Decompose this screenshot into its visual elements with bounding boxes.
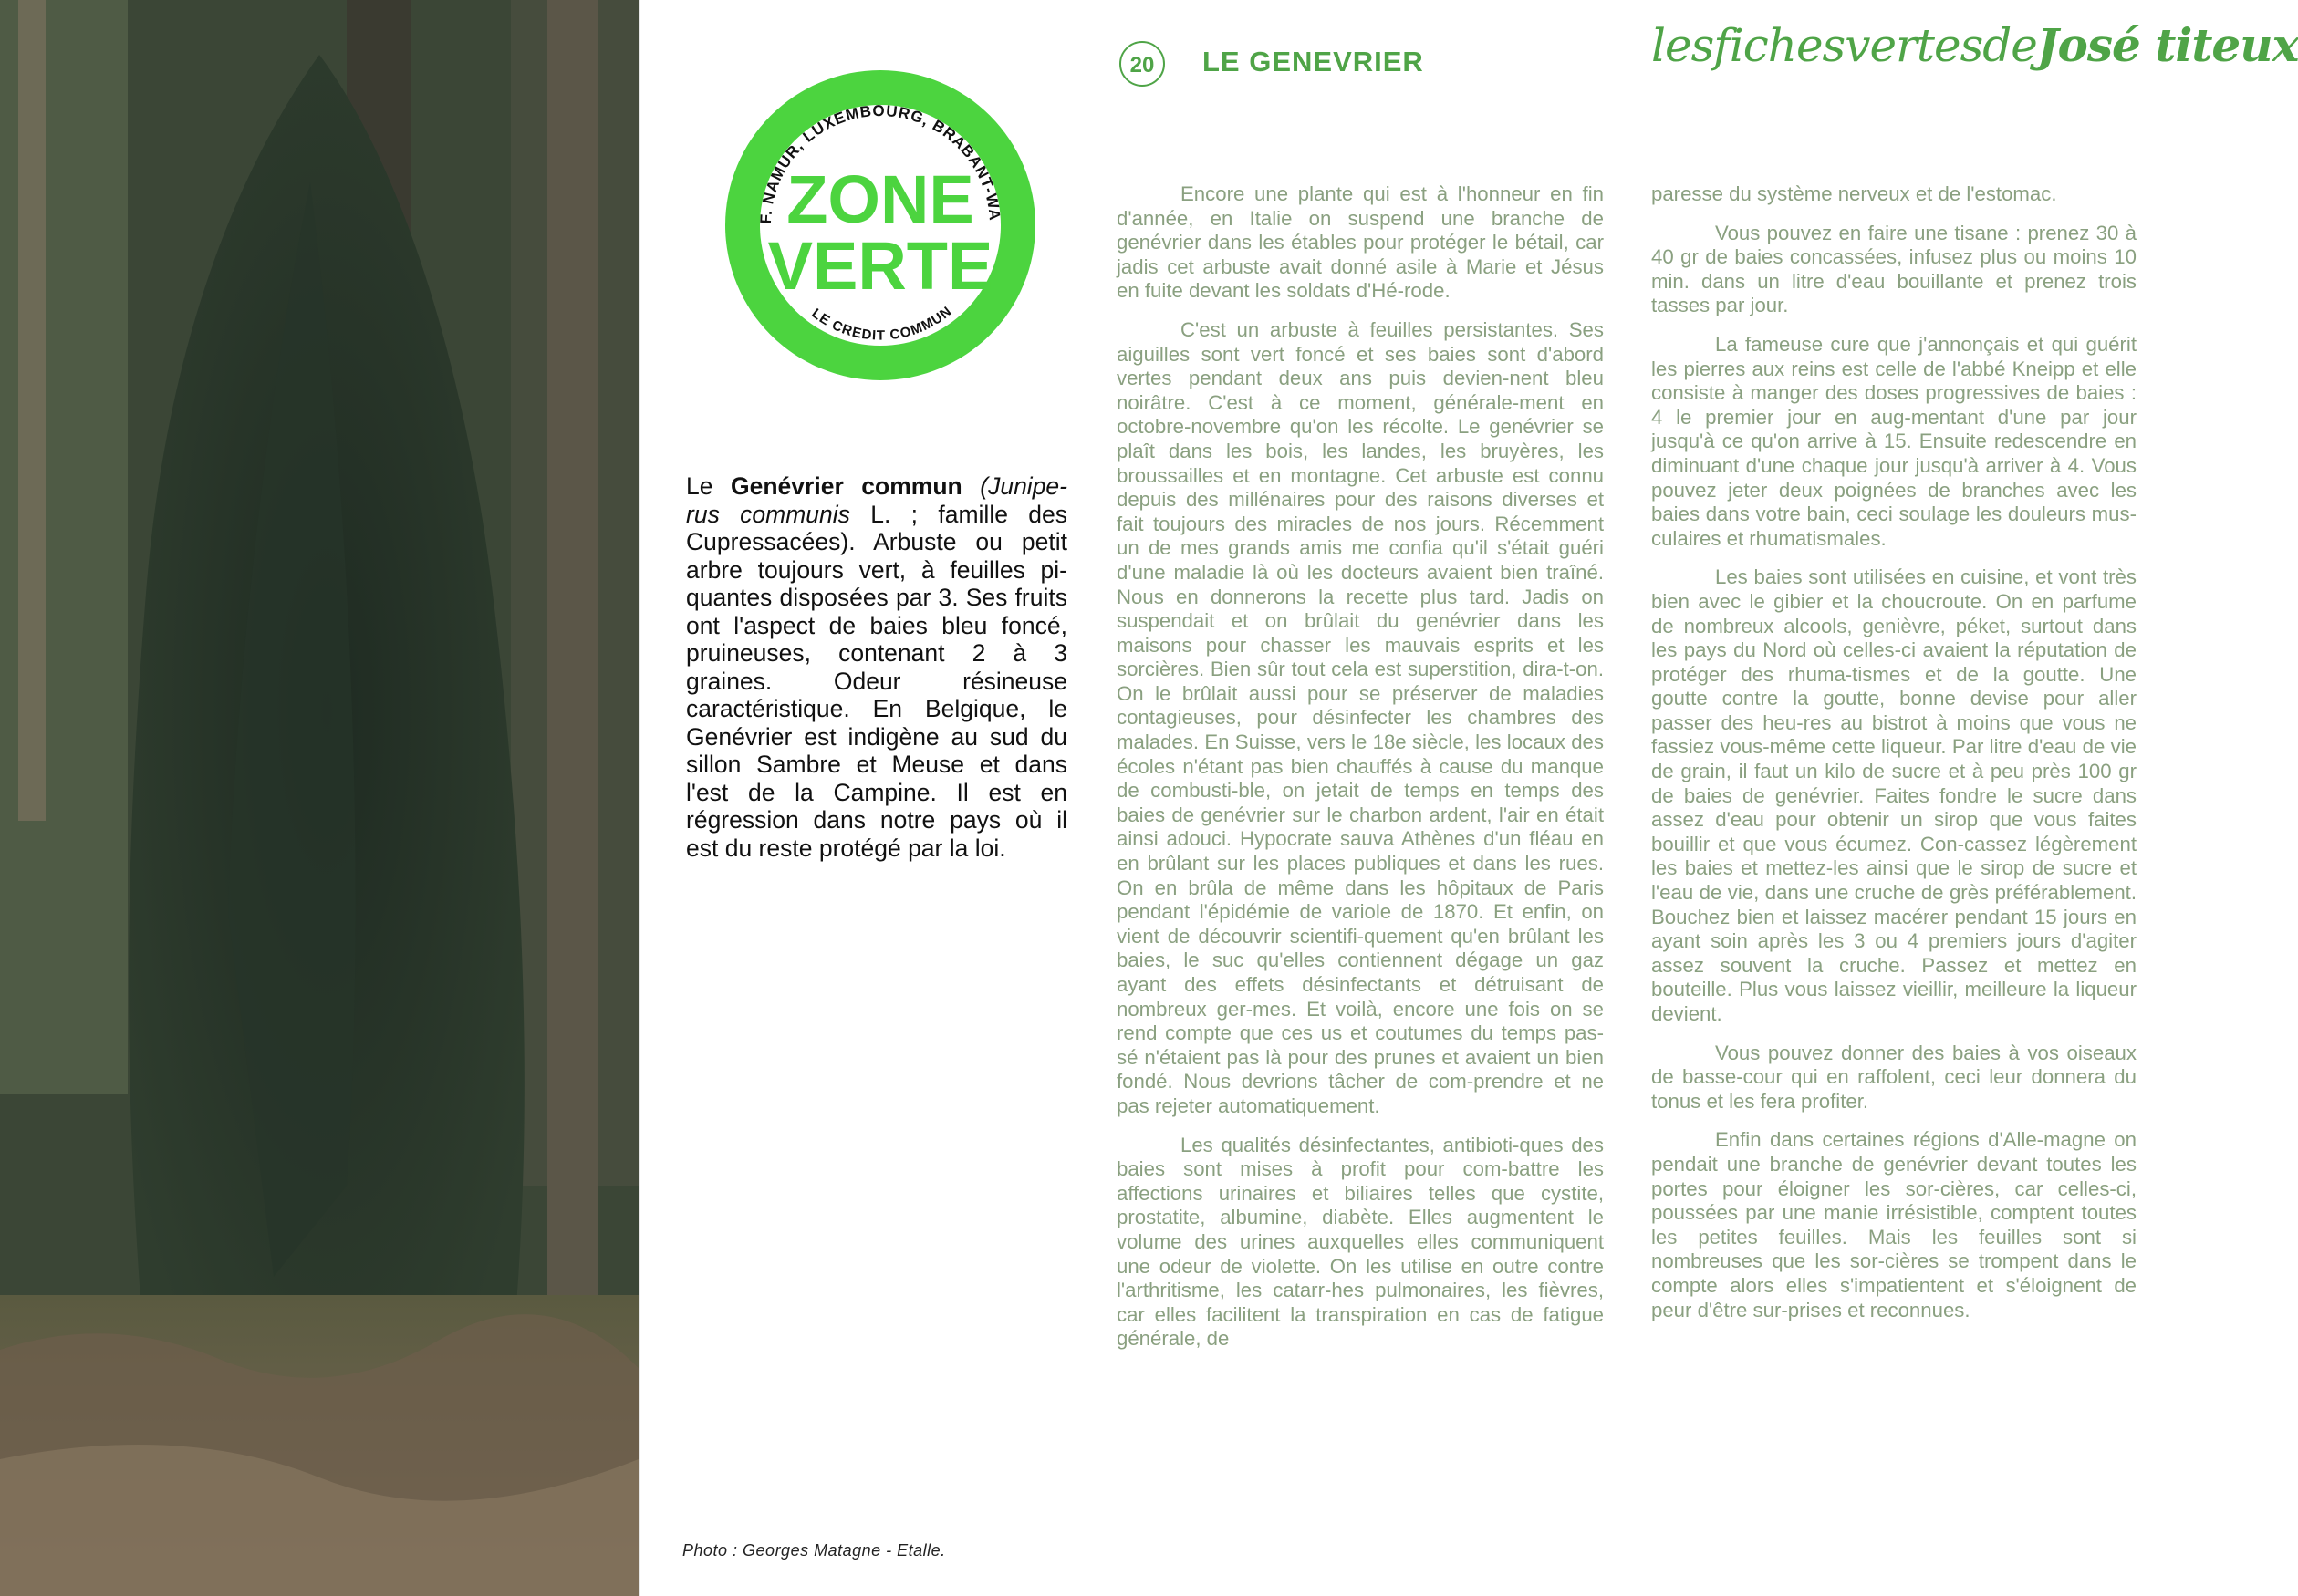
article-column-2 <box>1651 182 2137 1337</box>
juniper-photo <box>0 0 639 1596</box>
badge-line-1: ZONE <box>786 161 974 237</box>
paragraph: C'est un arbuste à feuilles persistantes. Ses aiguilles sont vert foncé et ses baies sont d'abord vertes pendant deux ans puis devien-nent bleu noirâtre. C'est à ce moment, générale-ment en octobre-novembre qu'on les récolte. Le genévrier se plaît dans les bois, les landes, les bruyères, les broussailles et en montagne. Cet arbuste est connu depuis des millénaires pour des raisons diverses et fait toujours des miracles de nos jours. Récemment un de mes grands amis me confia qu'il s'était guéri d'une maladie là où les docteurs avaient bien traîné. Nous en donnerons la recette plus tard. Jadis on suspendait et on brûlait du genévrier dans les maisons pour chasser les mauvais esprits et les sorcières. Bien sûr tout cela est superstition, dira-t-on. On le brûlait aussi pour se préserver de maladies contagieuses, pour désinfecter les chambres des malades. En Suisse, vers le 18e siècle, les locaux des écoles n'étant pas bien chauffés à cause du manque de combusti-ble, on jetait de temps en temps des baies de genévrier sur le charbon ardent, l'air en était ainsi adouci. Hypocrate sauva Athènes d'un fléau en en brûlant sur les places publiques et dans les rues. On en brûla de même dans les hôpitaux de Paris pendant l'épidémie de variole de 1870. Et enfin, on vient de découvrir scientifi-quement qu'en brûlant les baies, le suc qu'elles contiennent dégage un gaz ayant des effets désinfectants et détruisant de nombreux ger-mes. Et voilà, encore une fois on se rend compte que ces us et coutumes du temps pas-sé n'étaient pas là pour des prunes et avaient un bien fondé. Nous devrions tâcher de com-prendre et ne pas rejeter automatiquement. <box>1117 317 1604 1117</box>
intro-body: L. ; famille des Cupressacées). Arbuste ou petit arbre toujours vert, à feuilles pi-quantes disposées par 3. Ses fruits ont l'aspect de baies bleu foncé, pruineuses, contenant 2 à 3 graines. Odeur résineuse caractéristique. En Belgique, le Genévrier est indigène au sud du sillon Sambre et Meuse et dans l'est de la Campine. Il est en régression dans notre pays où il est du reste protégé par la loi. <box>686 500 1067 862</box>
latin-name: (Junipe-rus communis <box>686 472 1067 528</box>
article-column-1 <box>1117 182 1604 1366</box>
species-name: Genévrier commun <box>731 472 962 500</box>
badge-top-text: F. NAMUR, LUXEMBOURG, BRABANT-WA <box>756 101 1004 224</box>
brand-light: lesfichesvertesde <box>1651 19 2037 72</box>
paragraph: Enfin dans certaines régions d'Alle-magne on pendait une branche de genévrier devant toutes les portes pour éloigner les sor-cières, car celles-ci, poussées par une manie irrésistible, comptent toutes les petites feuilles. Mais les feuilles sont si nombreuses que les sor-cières se trompent dans le compte alors elles s'impatientent et s'éloignent de peur d'être sur-prises et reconnues. <box>1651 1128 2137 1321</box>
species-description <box>686 472 1067 862</box>
page-number: 20 <box>1119 41 1165 87</box>
brand-bold: José titeux <box>2036 18 2298 72</box>
brand-logo <box>1651 18 2298 72</box>
intro-prefix: Le <box>686 472 732 500</box>
badge-bottom-text: LE CREDIT COMMUN <box>808 303 955 344</box>
paragraph: paresse du système nerveux et de l'estomac. <box>1651 182 2057 205</box>
juniper-photo-drawing <box>0 0 639 1596</box>
page-title: LE GENEVRIER <box>1202 46 1424 78</box>
photo-credit: Photo : Georges Matagne - Etalle. <box>682 1541 946 1560</box>
paragraph: Les baies sont utilisées en cuisine, et vont très bien avec le gibier et la choucroute. On en parfume de nombreux alcools, genièvre, péket, surtout dans les pays du Nord où celles-ci avaient la réputation de protéger des rhuma-tismes et de la goutte. Une goutte contre la goutte, bonne devise pour aller passer des heu-res au bistrot à moins que vous ne fassiez vous-même cette liqueur. Par litre d'eau de vie de grain, il faut un kilo de sucre et à peu près 100 gr de baies de genévrier. Faites fondre le sucre dans assez d'eau pour obtenir un sirop que vous faites bouillir et que vous écumez. Con-cassez légèrement les baies et mettez-les ainsi que le sirop de sucre et l'eau de vie, dans une cruche de grès préférablement. Bouchez bien et laissez macérer pendant 15 jours en ayant soin après les 3 ou 4 premiers jours d'agiter assez souvent la cruche. Passez et mettez en bouteille. Plus vous laissez vieillir, meilleure la liqueur devient. <box>1651 565 2137 1025</box>
paragraph: Les qualités désinfectantes, antibioti-ques des baies sont mises à profit pour com-battre les affections urinaires et biliaires telles que cystite, prostatite, albumine, diabète. Elles augmentent le volume des urines auxquelles elles communiquent une odeur de violette. On les utilise en outre contre l'arthritisme, les catarr-hes pulmonaires, les fièvres, car elles facilitent la transpiration en cas de fatigue générale, de <box>1117 1133 1604 1351</box>
page-divider <box>639 0 640 1596</box>
paragraph: Vous pouvez donner des baies à vos oiseaux de basse-cour qui en raffolent, ceci leur donnera du tonus et les fera profiter. <box>1651 1041 2137 1113</box>
paragraph: Encore une plante qui est à l'honneur en fin d'année, en Italie on suspend une branche de genévrier dans les étables pour protéger le bétail, car jadis cet arbuste avait donné asile à Marie et Jésus en fuite devant les soldats d'Hé-rode. <box>1117 182 1604 303</box>
paragraph: Vous pouvez en faire une tisane : prenez 30 à 40 gr de baies concassées, infusez plus ou moins 10 min. dans un litre d'eau bouillante et prenez trois tasses par jour. <box>1651 221 2137 317</box>
paragraph: La fameuse cure que j'annonçais et qui guérit les pierres aux reins est celle de l'abbé Kneipp et elle consiste à manger des doses progressives de baies : 4 le premier jour en aug-mentant d'une par jour jusqu'à ce qu'on arrive à 15. Ensuite redescendre en diminuant d'une chaque jour jusqu'à arriver à 4. Vous pouvez jeter deux poignées de branches avec les baies dans votre bain, ceci soulage les douleurs mus-culaires et rhumatismales. <box>1651 332 2137 550</box>
zone-verte-badge <box>721 66 1040 385</box>
badge-line-2: VERTE <box>767 228 993 304</box>
